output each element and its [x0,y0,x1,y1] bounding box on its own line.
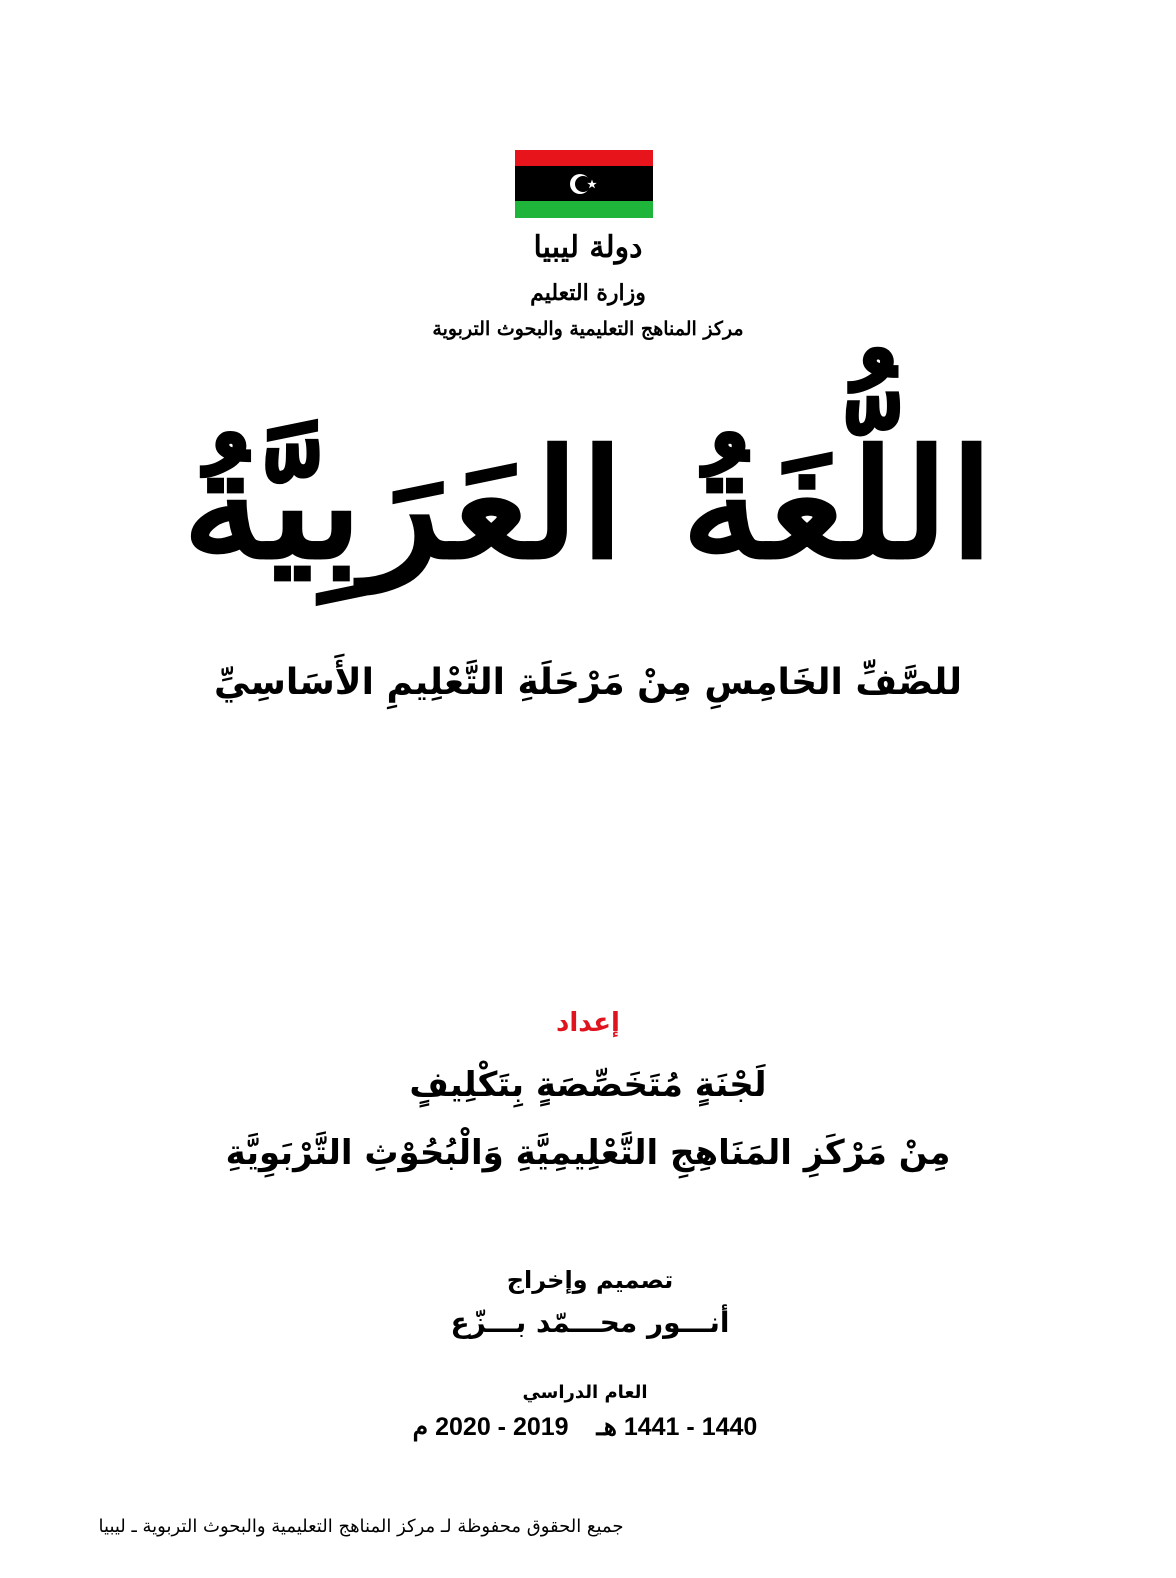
design-label: تصميم وإخراج [506,1266,674,1294]
book-subtitle: للصَّفِّ الخَامِسِ مِنْ مَرْحَلَةِ التَّعْلِيمِ الأَسَاسِيِّ [214,662,962,703]
hijri-year: 1440 - 1441 هـ [596,1413,758,1441]
flag-green-band [515,201,653,218]
prepared-by-label: إعداد [556,1008,620,1038]
academic-year-label: العام الدراسي [522,1382,648,1403]
copyright-notice: جميع الحقوق محفوظة لـ مركز المناهج التعليمية والبحوث التربوية ـ ليبيا [98,1516,624,1537]
committee-line-1: لَجْنَةٍ مُتَخَصِّصَةٍ بِتَكْلِيفٍ [409,1065,767,1105]
academic-year-values [400,1412,770,1442]
crescent-star-icon [566,170,602,198]
designer-name: أنـــور محـــمّد بـــزّع [450,1306,730,1339]
committee-line-2: مِنْ مَرْكَزِ المَنَاهِجِ التَّعْلِيمِيَّةِ وَالْبُحُوْثِ التَّرْبَوِيَّةِ [225,1133,951,1173]
book-title: اللُّغَةُ العَرَبِيَّةُ [181,417,995,593]
country-name: دولة ليبيا [533,230,643,265]
curriculum-center-text: مركز المناهج التعليمية والبحوث التربوية [432,318,744,340]
ministry-name: وزارة التعليم [530,280,646,306]
flag-red-band [515,150,653,166]
curriculum-center-name [0,318,1176,340]
flag-black-band [515,166,653,201]
libya-flag [515,150,653,218]
gregorian-year: 2019 - 2020 م [412,1413,569,1441]
